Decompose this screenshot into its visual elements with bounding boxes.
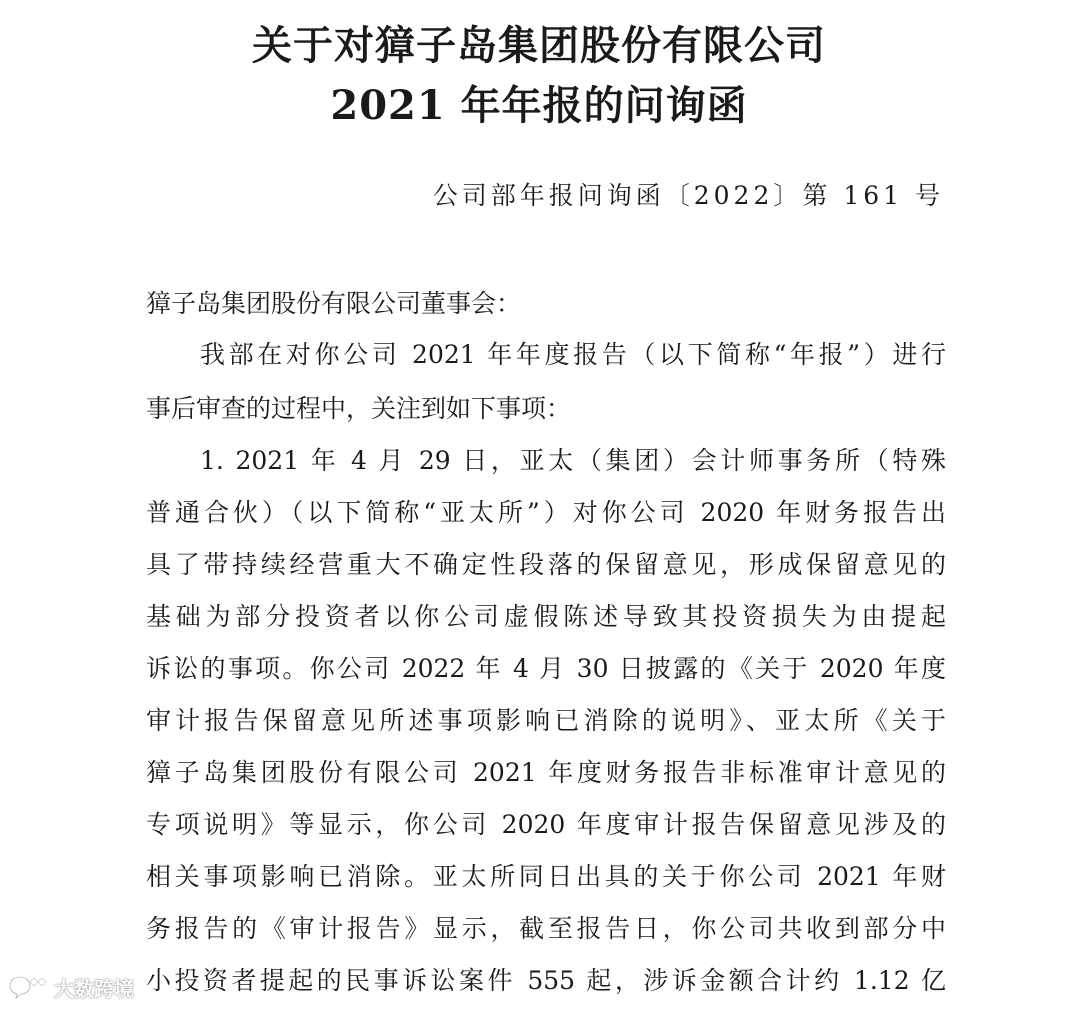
body-line-2: 事后审查的过程中，关注到如下事项： [146, 394, 572, 423]
document-title-line-1: 关于对獐子岛集团股份有限公司 [252, 22, 826, 69]
chat-bubble-logo-icon [8, 974, 48, 1000]
body-line-11: 相关事项影响已消除。亚太所同日出具的关于你公司 2021 年财 [146, 862, 946, 891]
body-line-9: 獐子岛集团股份有限公司 2021 年度财务报告非标准审计意见的 [146, 758, 946, 787]
body-line-3: 1. 2021 年 4 月 29 日，亚太（集团）会计师事务所（特殊 [200, 446, 946, 475]
body-line-6: 基础为部分投资者以你公司虚假陈述导致其投资损失为由提起 [146, 602, 946, 631]
addressee: 獐子岛集团股份有限公司董事会： [146, 289, 522, 318]
body-line-8: 审计报告保留意见所述事项影响已消除的说明》、亚太所《关于 [146, 706, 946, 735]
body-line-13: 小投资者提起的民事诉讼案件 555 起，涉诉金额合计约 1.12 亿 [146, 966, 946, 995]
body-line-10: 专项说明》等显示，你公司 2020 年度审计报告保留意见涉及的 [146, 810, 946, 839]
body-line-5: 具了带持续经营重大不确定性段落的保留意见，形成保留意见的 [146, 550, 946, 579]
body-line-7: 诉讼的事项。你公司 2022 年 4 月 30 日披露的《关于 2020 年度 [146, 654, 946, 683]
watermark-text: 大数跨境 [54, 976, 134, 1001]
body-line-1: 我部在对你公司 2021 年年度报告（以下简称“年报”）进行 [200, 340, 946, 369]
document-number: 公司部年报问询函〔2022〕第 161 号 [432, 181, 944, 210]
body-line-12: 务报告的《审计报告》显示，截至报告日，你公司共收到部分中 [146, 914, 946, 943]
watermark [8, 972, 134, 1002]
body-line-4: 普通合伙）（以下简称“亚太所”）对你公司 2020 年财务报告出 [146, 498, 946, 527]
document-title-line-2: 2021 年年报的问询函 [330, 82, 748, 129]
